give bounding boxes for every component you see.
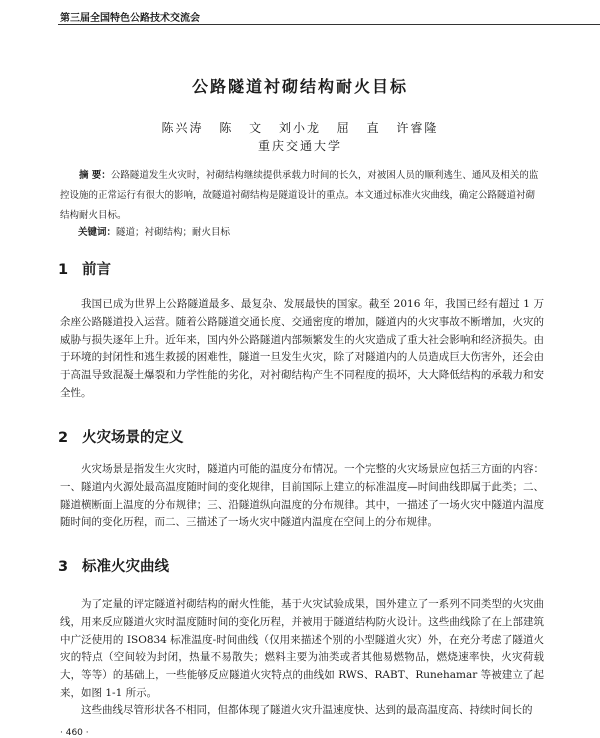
affiliation: 重庆交通大学 xyxy=(257,139,342,153)
abstract-text: 公路隧道发生火灾时，衬砌结构继续提供承载力时间的长久，对被困人员的顺利逃生、通风及相关的监控设施的正常运行有很大的影响，故隧道衬砌结构是隧道设计的重点。本文通过标准火灾曲线，确定公路隧道衬砌结构耐火目标。 xyxy=(60,170,539,221)
section-3-paragraph-1: 为了定量的评定隧道衬砌结构的耐火性能，基于火灾试验成果，国外建立了一系列不同类型的火灾曲线，用来反应隧道火灾时温度随时间的变化历程，并被用于隧道结构防火设计。这些曲线除了在上部建筑中广泛使用的 ISO834 标准温度-时间曲线（仅用来描述个别的小型隧道火灾）外，在充分考虑了隧道火灾的特点（空间较为封闭，热量不易散失；燃料主要为油类或者其他易燃物品，燃烧速率快，火灾荷载大，等等）的基础上，一些能够反应隧道火灾特点的曲线如 RWS、RABT、Runehamar 等被建立了起来，如图 1-1 所示。 xyxy=(60,598,544,699)
section-number: 3 xyxy=(58,559,69,575)
section-2-paragraph: 火灾场景是指发生火灾时，隧道内可能的温度分布情况。一个完整的火灾场景应包括三方面的内容：一、隧道内火源处最高温度随时间的变化规律，目前国际上建立的标准温度—时间曲线即属于此类；二、隧道横断面上温度的分布规律；三、沿隧道纵向温度的分布规律。其中，一描述了一场火灾中隧道内温度随时间的变化历程，而二、三描述了一场火灾中隧道内温度在空间上的分布规律。 xyxy=(60,463,544,529)
header-rule xyxy=(58,24,600,25)
page-number: · 460 · xyxy=(60,728,89,738)
section-3-paragraph-2: 这些曲线尽管形状各不相同，但都体现了隧道火灾升温速度快、达到的最高温度高、持续时间长的 xyxy=(81,704,533,716)
section-number: 1 xyxy=(58,262,69,278)
running-head: 第三届全国特色公路技术交流会 xyxy=(60,13,200,24)
section-2-heading xyxy=(58,426,184,447)
keywords-label: 关键词： xyxy=(78,227,117,238)
section-title: 火灾场景的定义 xyxy=(82,430,184,446)
section-number: 2 xyxy=(58,430,69,446)
author-list: 陈兴涛 陈 文 刘小龙 屈 直 许睿隆 xyxy=(161,121,439,135)
section-1-paragraph: 我国已成为世界上公路隧道最多、最复杂、发展最快的国家。截至 2016 年，我国已经有超过 1 万余座公路隧道投入运营。随着公路隧道交通长度、交通密度的增加，隧道内的火灾事故不断增加，火灾的威胁与损失逐年上升。近年来，国内外公路隧道内部频繁发生的火灾造成了重大社会影响和经济损失。由于环境的封闭性和逃生救援的困难性，隧道一旦发生火灾，除了对隧道内的人员造成巨大伤害外，还会由于高温导致混凝土爆裂和力学性能的劣化，对衬砌结构产生不同程度的损坏，大大降低结构的承载力和安全性。 xyxy=(60,298,544,399)
section-1-heading xyxy=(58,258,111,279)
keywords xyxy=(78,224,230,238)
abstract xyxy=(60,166,544,226)
section-title: 前言 xyxy=(82,262,111,278)
keywords-text: 隧道；衬砌结构；耐火目标 xyxy=(116,227,231,238)
paper-title: 公路隧道衬砌结构耐火目标 xyxy=(191,77,408,96)
abstract-label: 摘 要： xyxy=(79,170,111,181)
section-title: 标准火灾曲线 xyxy=(82,559,169,575)
section-3-heading xyxy=(58,555,169,576)
